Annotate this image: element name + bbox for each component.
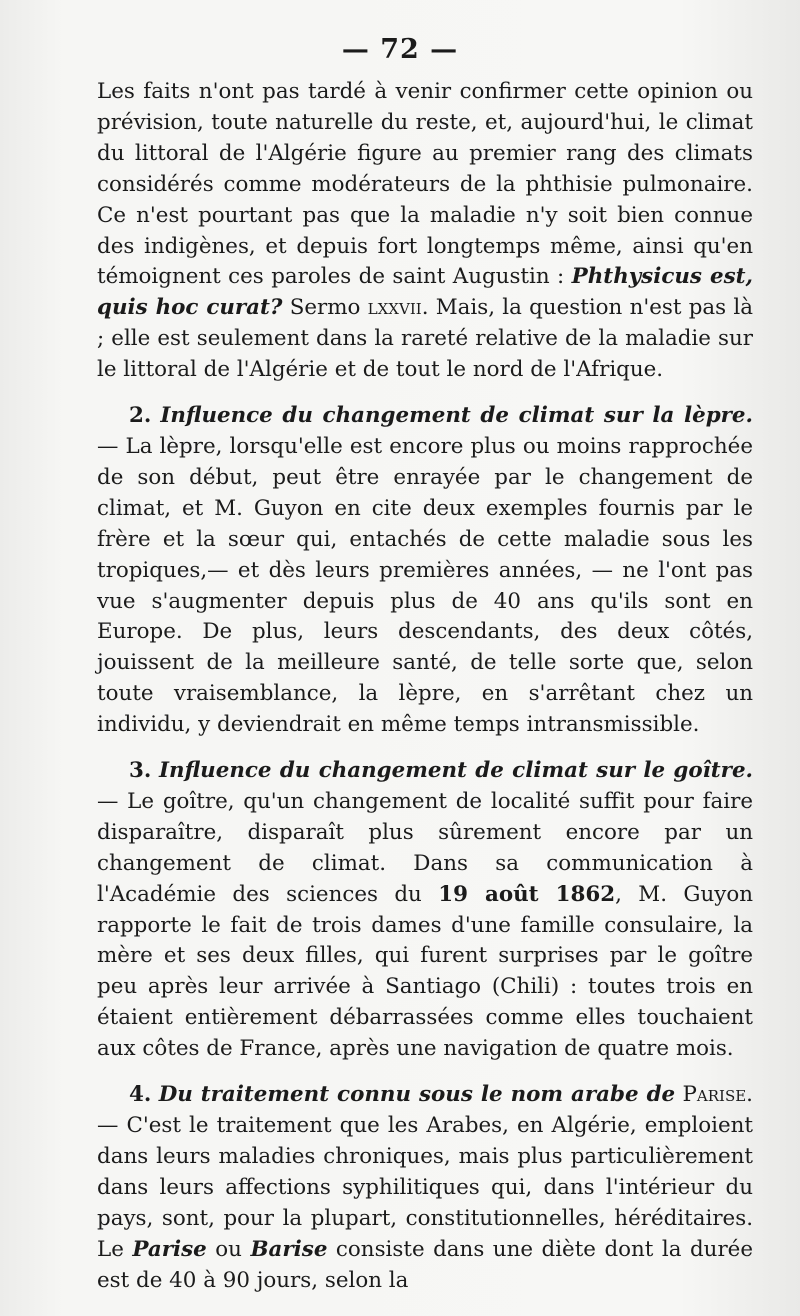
paragraph-littoral bbox=[97, 77, 753, 386]
paragraph-text: ou bbox=[206, 1236, 251, 1262]
sermo-number: lxxvii bbox=[367, 295, 422, 321]
paragraph-text: — La lèpre, lorsqu'elle est encore plus ou moins rapprochée de son début, peut être enrayée par le changement de climat, et M. Guyon en cite deux exemples fournis par le frère et la sœur qui, entachés de cette maladie sous les tropiques,— et dès leurs premières années, — ne l'ont pas vue s'augmenter depuis plus de 40 ans qu'ils sont en Europe. De plus, leurs descendants, des deux côtés, jouissent de la meilleure santé, de telle sorte que, selon toute vraisemblance, la lèpre, en s'arrêtant chez un individu, y deviendrait en même temps intransmissible. bbox=[97, 433, 753, 738]
parise-keyword: Parise bbox=[682, 1082, 747, 1108]
paragraph-text: Les faits n'ont pas tardé à venir confirmer cette opinion ou prévision, toute naturelle du reste, et, aujourd'hui, le climat du littoral de l'Algérie figure au premier rang des climats considérés comme modérateurs de la phthisie pulmonaire. Ce n'est pourtant pas que la maladie n'y soit bien connue des indigènes, et depuis fort longtemps même, ainsi qu'en témoignent ces paroles de saint Augustin : bbox=[97, 79, 753, 290]
communication-date: 19 août 1862 bbox=[438, 881, 616, 907]
paragraph-text: — Le goître, qu'un changement de localité suffit pour faire disparaître, disparaît plus sûrement encore par un changement de climat. Dans sa communication à l'Académie des sciences du bbox=[97, 788, 753, 907]
paragraph-lepre bbox=[97, 401, 753, 741]
page-number: — 72 — bbox=[341, 34, 459, 65]
section-number: 4. bbox=[129, 1082, 152, 1108]
section-number: 3. bbox=[129, 758, 152, 784]
section-number: 2. bbox=[129, 403, 152, 429]
barise-term: Barise bbox=[250, 1236, 328, 1262]
augustin-quote: Phthysicus est, quis hoc curat? bbox=[97, 264, 753, 321]
body-text bbox=[97, 77, 753, 1296]
paragraph-goitre bbox=[97, 756, 753, 1065]
section-heading: Du traitement connu sous le nom arabe de bbox=[158, 1082, 676, 1108]
paragraph-text: consiste dans une diète dont la durée est de 40 à 90 jours, selon la bbox=[97, 1236, 753, 1293]
paragraph-text: . Mais, la question n'est pas là ; elle est seulement dans la rareté relative de la maladie sur le littoral de l'Algérie et de tout le nord de l'Afrique. bbox=[97, 295, 753, 383]
paragraph-text: , M. Guyon rapporte le fait de trois dames d'une famille consulaire, la mère et ses deux filles, qui furent surprises par le goître peu après leur arrivée à Santiago (Chili) : toutes trois en étaient entièrement débarrassées comme elles touchaient aux côtes de France, après une navigation de quatre mois. bbox=[97, 881, 753, 1062]
parise-term: Parise bbox=[132, 1236, 207, 1262]
paragraph-parise bbox=[97, 1080, 753, 1296]
section-heading: Influence du changement de climat sur la lèpre. bbox=[160, 403, 753, 429]
section-heading: Influence du changement de climat sur le goître. bbox=[159, 758, 753, 784]
paragraph-text: . — C'est le traitement que les Arabes, en Algérie, emploient dans leurs maladies chroniques, mais plus particulièrement dans leurs affections syphilitiques qui, dans l'intérieur du pays, sont, pour la plupart, constitutionnelles, héréditaires. Le bbox=[97, 1082, 753, 1262]
paragraph-text: Sermo bbox=[282, 295, 368, 321]
